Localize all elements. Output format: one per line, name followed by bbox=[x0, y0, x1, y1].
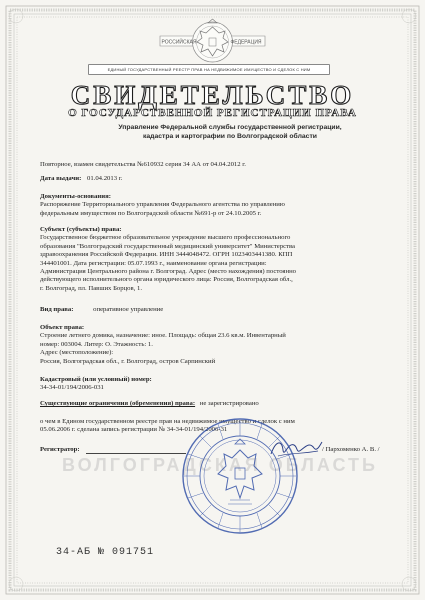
region-watermark: ВОЛГОГРАДСКАЯ ОБЛАСТЬ bbox=[62, 455, 378, 475]
registrar-label: Регистратор: bbox=[40, 446, 80, 453]
object-line: номер: 003004. Литер: О. Этажность: 1. bbox=[40, 340, 153, 348]
certificate-subtitle: О ГОСУДАРСТВЕННОЙ РЕГИСТРАЦИИ ПРАВА bbox=[68, 107, 357, 119]
right-type-value: оперативное управление bbox=[93, 306, 164, 313]
registry-ribbon: ЕДИНЫЙ ГОСУДАРСТВЕННЫЙ РЕЕСТР ПРАВ НА НЕДВИЖИМОЕ ИМУЩЕСТВО И СДЕЛОК С НИМ bbox=[88, 64, 330, 75]
object-line: Адрес (местоположение): bbox=[40, 349, 114, 357]
subject-line: 344401001. Дата регистрации: 05.07.1993 г., наименование органа регистрации: bbox=[40, 259, 267, 267]
object-section bbox=[40, 324, 400, 366]
documents-line-2: федеральным имуществом по Волгоградской области №691-р от 24.10.2005 г. bbox=[40, 209, 262, 217]
subject-line: действующего исполнительного органа юридического лица: Россия, Волгоградская обл., bbox=[40, 276, 293, 284]
encumbrance-label: Существующие ограничения (обременения) права: bbox=[40, 400, 196, 407]
object-line: Строение летнего домика, назначение: иное. Площадь: общая 23.6 кв.м. Инвентарный bbox=[40, 332, 286, 340]
object-label: Объект права: bbox=[40, 324, 85, 331]
documents-label: Документы-основания: bbox=[40, 193, 111, 200]
subject-line: здравоохранения Российской Федерации. ИНН 3444048472. ОГРН 1023403441380. КПП bbox=[40, 251, 293, 259]
encumbrance-value: не зарегистрировано bbox=[199, 400, 259, 407]
record-line-2: 05.06.2006 г. сделана запись регистрации № 34-34-01/194/2006-31 bbox=[40, 426, 228, 434]
cadastral-value: 34-34-01/194/2006-031 bbox=[40, 384, 104, 392]
repeat-note: Повторное, взамен свидетельства №610932 серия 34 АА от 04.04.2012 г. bbox=[40, 161, 246, 168]
org-line-2: кадастра и картографии по Волгоградской области bbox=[143, 132, 317, 140]
serial-number: 34-АБ № 091751 bbox=[56, 547, 155, 558]
registrar-name: / Пархоменко А. В. / bbox=[322, 446, 380, 453]
subject-line: Администрация Центрального района г. Волгоград. Адрес (место нахождения) постоянно bbox=[40, 268, 296, 276]
emblem-icon bbox=[150, 18, 275, 68]
right-type-label: Вид права: bbox=[40, 306, 74, 313]
documents-section bbox=[40, 193, 400, 218]
signature-line bbox=[86, 453, 186, 454]
cadastral-label: Кадастровый (или условный) номер: bbox=[40, 376, 152, 383]
emblem-left-label: РОССИЙСКАЯ bbox=[161, 39, 197, 46]
emblem-right-label: ФЕДЕРАЦИЯ bbox=[230, 39, 262, 46]
right-type-row bbox=[40, 306, 163, 314]
official-seal-icon bbox=[180, 416, 300, 536]
documents-line-1: Распоряжение Территориального управления Федерального агентства по управлению bbox=[40, 201, 285, 209]
subject-section bbox=[40, 226, 400, 293]
object-line: Россия, Волгоградская обл., г. Волгоград, остров Сарпинский bbox=[40, 357, 216, 365]
org-line-1: Управление Федеральной службы государственной регистрации, bbox=[118, 124, 342, 131]
subject-line: Государственное бюджетное образовательное учреждение высшего профессионального bbox=[40, 234, 291, 242]
issue-date-row bbox=[40, 175, 122, 183]
subject-line: образования "Волгоградский государственный медицинский университет" Министерства bbox=[40, 242, 296, 250]
issue-date-label: Дата выдачи: bbox=[40, 175, 82, 182]
subject-label: Субъект (субъекты) права: bbox=[40, 226, 122, 233]
subject-line: г. Волгоград, пл. Павших Борцов, 1. bbox=[40, 284, 143, 292]
certificate-title: СВИДЕТЕЛЬСТВО bbox=[70, 80, 355, 110]
encumbrance-row bbox=[40, 400, 259, 408]
record-line-1: о чем в Едином государственном реестре прав на недвижимое имущество и сделок с ним bbox=[40, 418, 295, 425]
issue-date-value: 01.04.2013 г. bbox=[86, 175, 123, 182]
issuing-organization bbox=[100, 124, 360, 142]
cadastral-section bbox=[40, 376, 152, 393]
